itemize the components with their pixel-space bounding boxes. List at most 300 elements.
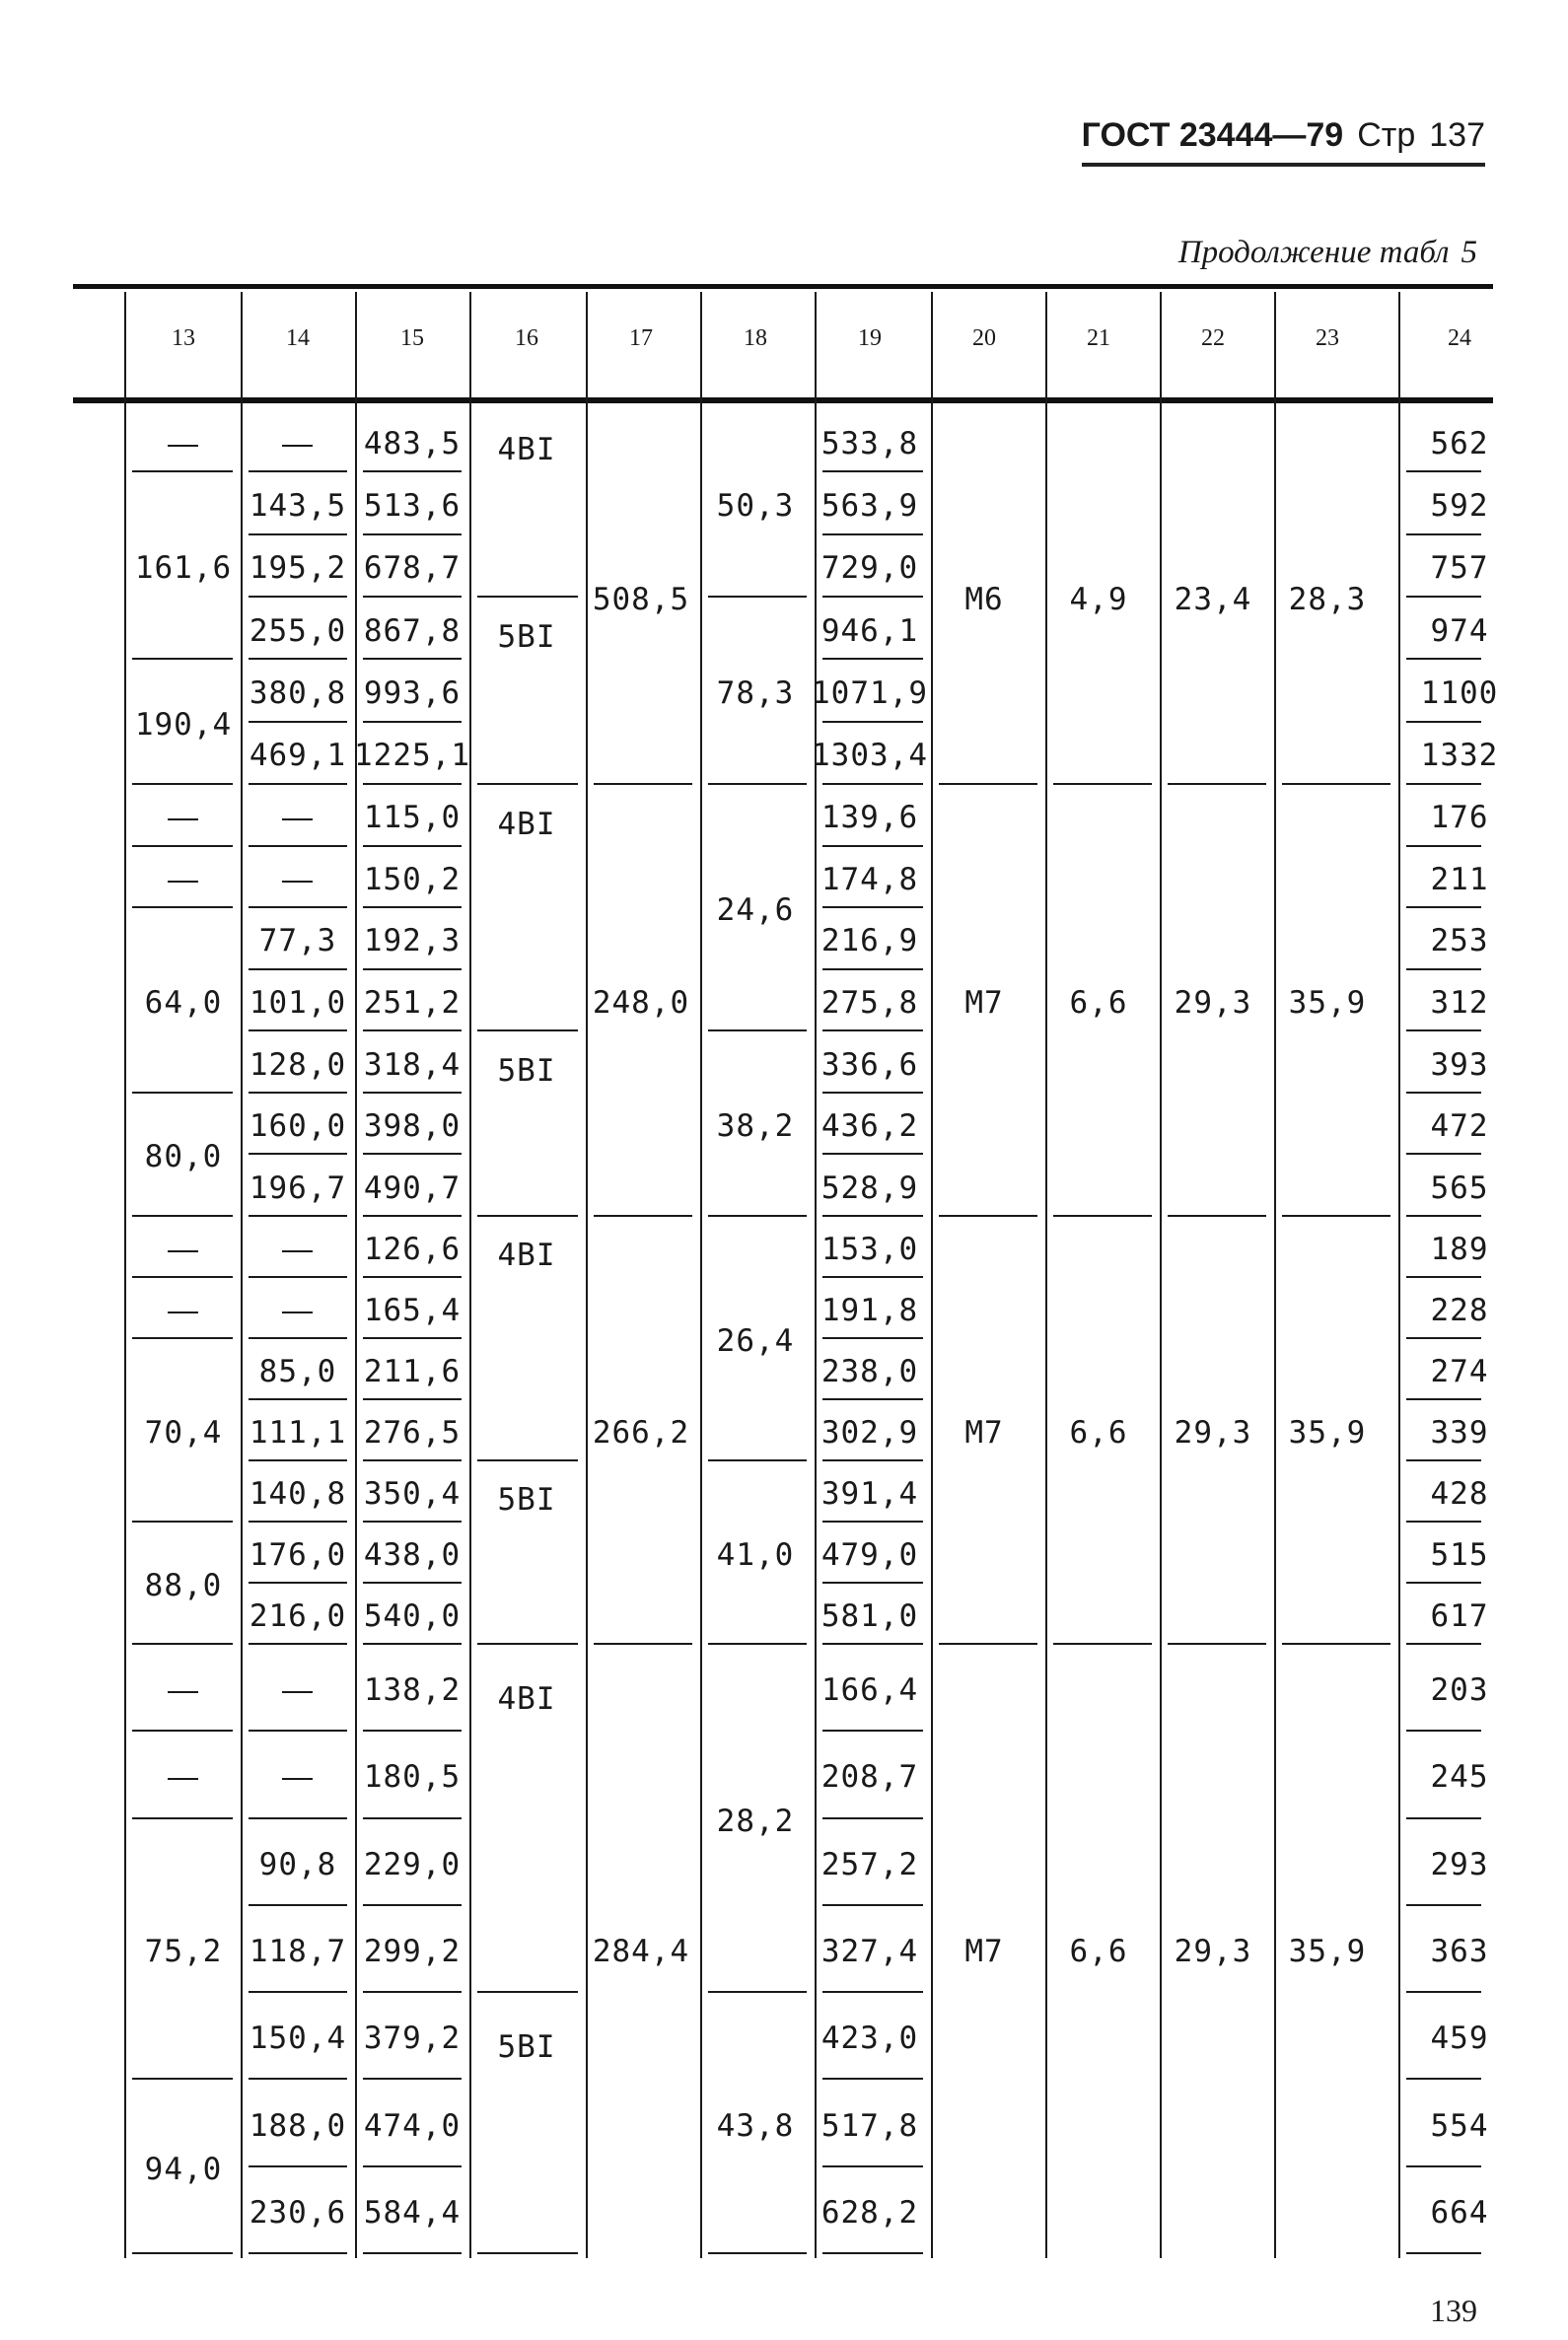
row-underline (249, 1276, 347, 1278)
row-underline (594, 783, 692, 785)
column-header-22: 22 (1201, 325, 1225, 351)
row-underline (132, 2078, 233, 2080)
footer-page-number: 139 (1430, 2293, 1477, 2328)
cell-col20: М7 (964, 1415, 1004, 1451)
row-underline (1406, 1153, 1481, 1155)
row-underline (363, 783, 462, 785)
cell-col14: 176,0 (249, 1537, 347, 1573)
cell-col17: 266,2 (592, 1415, 690, 1451)
row-underline (249, 658, 347, 660)
cell-col15: 1225,1 (354, 738, 470, 774)
row-underline (363, 1521, 462, 1523)
row-underline (477, 2252, 578, 2254)
column-header-19: 19 (858, 325, 882, 351)
cell-col15: 138,2 (363, 1672, 462, 1709)
row-underline (363, 2252, 462, 2254)
cell-col13: — (168, 800, 199, 835)
cell-col14: 216,0 (249, 1598, 347, 1634)
row-underline (1282, 1215, 1390, 1217)
row-underline (477, 1459, 578, 1461)
cell-col24: 274 (1430, 1354, 1489, 1389)
row-underline (249, 2165, 347, 2167)
row-underline (249, 1215, 347, 1217)
column-header-14: 14 (286, 325, 310, 351)
row-underline (1282, 783, 1390, 785)
cell-col19: 1303,4 (812, 738, 928, 774)
row-underline (363, 658, 462, 660)
cell-col14: 111,1 (249, 1415, 347, 1451)
row-underline (822, 1459, 923, 1461)
row-underline (132, 1643, 233, 1645)
cell-col24: 1332 (1420, 738, 1499, 774)
row-underline (1168, 1643, 1266, 1645)
row-underline (1406, 1276, 1481, 1278)
cell-col16: 5ВI (497, 1482, 556, 1519)
cell-col15: 474,0 (363, 2107, 462, 2144)
page-label: Стр (1357, 116, 1416, 154)
cell-col24: 253 (1430, 923, 1489, 959)
row-underline (939, 1643, 1037, 1645)
cell-col24: 293 (1430, 1846, 1489, 1882)
table-number: 5 (1461, 235, 1477, 270)
row-underline (822, 1153, 923, 1155)
cell-col15: 299,2 (363, 1934, 462, 1969)
cell-col19: 139,6 (820, 800, 919, 836)
cell-col24: 211 (1430, 861, 1489, 897)
row-underline (822, 1398, 923, 1400)
row-underline (1053, 1643, 1152, 1645)
cell-col19: 479,0 (820, 1537, 919, 1573)
row-underline (708, 783, 807, 785)
cell-col19: 216,9 (820, 923, 919, 959)
cell-col20: М7 (964, 985, 1004, 1021)
row-underline (1406, 1521, 1481, 1523)
row-underline (1406, 533, 1481, 535)
cell-col19: 336,6 (820, 1046, 919, 1083)
row-underline (1406, 1215, 1481, 1217)
column-header-18: 18 (744, 325, 767, 351)
column-header-21: 21 (1087, 325, 1110, 351)
cell-col19: 238,0 (820, 1354, 919, 1389)
row-underline (1406, 1337, 1481, 1339)
header-page-number: 137 (1429, 116, 1485, 154)
row-underline (132, 1215, 233, 1217)
row-underline (249, 1337, 347, 1339)
row-underline (363, 1398, 462, 1400)
cell-col14: 118,7 (249, 1934, 347, 1969)
standard-code: ГОСТ 23444—79 (1081, 116, 1344, 154)
row-underline (132, 1276, 233, 1278)
cell-col15: 165,4 (363, 1293, 462, 1328)
row-underline (1406, 470, 1481, 472)
cell-col14: — (282, 1232, 314, 1266)
cell-col14: 195,2 (249, 550, 347, 587)
cell-col18: 24,6 (716, 892, 795, 929)
cell-col17: 508,5 (592, 582, 690, 617)
continuation-text: Продолжение табл (1177, 235, 1450, 270)
cell-col24: 245 (1430, 1759, 1489, 1796)
row-underline (594, 1643, 692, 1645)
row-underline (249, 721, 347, 723)
row-underline (822, 1730, 923, 1732)
cell-col24: 592 (1430, 488, 1489, 524)
cell-col24: 664 (1430, 2194, 1489, 2231)
cell-col18: 50,3 (716, 488, 795, 524)
row-underline (822, 1029, 923, 1031)
cell-col19: 533,8 (820, 425, 919, 461)
column-header-13: 13 (172, 325, 195, 351)
row-underline (822, 1643, 923, 1645)
cell-col15: 490,7 (363, 1170, 462, 1206)
cell-col15: 993,6 (363, 675, 462, 711)
cell-col19: 302,9 (820, 1415, 919, 1451)
cell-col14: 143,5 (249, 488, 347, 524)
row-underline (363, 1092, 462, 1094)
cell-col13: — (168, 1759, 199, 1795)
row-underline (249, 533, 347, 535)
cell-col24: 459 (1430, 2021, 1489, 2057)
row-underline (363, 1817, 462, 1819)
cell-col15: 513,6 (363, 488, 462, 524)
row-underline (363, 2165, 462, 2167)
cell-col19: 436,2 (820, 1108, 919, 1145)
cell-col24: 554 (1430, 2107, 1489, 2144)
row-underline (363, 845, 462, 847)
cell-col24: 176 (1430, 800, 1489, 836)
row-underline (249, 1459, 347, 1461)
cell-col21: 6,6 (1069, 985, 1128, 1021)
cell-col14: 140,8 (249, 1476, 347, 1512)
cell-col15: 251,2 (363, 985, 462, 1021)
row-underline (132, 2252, 233, 2254)
row-underline (249, 783, 347, 785)
row-underline (363, 1582, 462, 1584)
cell-col21: 6,6 (1069, 1415, 1128, 1451)
column-header-24: 24 (1448, 325, 1471, 351)
row-underline (363, 1215, 462, 1217)
row-underline (708, 1459, 807, 1461)
cell-col19: 257,2 (820, 1846, 919, 1882)
row-underline (822, 1276, 923, 1278)
cell-col24: 428 (1430, 1476, 1489, 1512)
cell-col14: — (282, 800, 314, 835)
cell-col23: 35,9 (1288, 985, 1367, 1021)
cell-col23: 35,9 (1288, 1934, 1367, 1969)
row-underline (1406, 1817, 1481, 1819)
row-underline (708, 1215, 807, 1217)
cell-col15: 229,0 (363, 1846, 462, 1882)
row-underline (822, 1817, 923, 1819)
cell-col14: 188,0 (249, 2107, 347, 2144)
row-underline (708, 596, 807, 598)
cell-col14: 77,3 (258, 923, 337, 959)
row-underline (249, 1153, 347, 1155)
column-header-17: 17 (629, 325, 653, 351)
row-underline (363, 1643, 462, 1645)
row-underline (822, 1092, 923, 1094)
cell-col24: 565 (1430, 1170, 1489, 1206)
row-underline (1406, 658, 1481, 660)
cell-col13: — (168, 861, 199, 896)
cell-col14: 469,1 (249, 738, 347, 774)
row-underline (708, 1643, 807, 1645)
row-underline (477, 596, 578, 598)
cell-col14: — (282, 861, 314, 896)
cell-col19: 423,0 (820, 2021, 919, 2057)
cell-col13: 88,0 (144, 1568, 223, 1603)
cell-col22: 29,3 (1174, 1934, 1252, 1969)
row-underline (249, 845, 347, 847)
cell-col15: 318,4 (363, 1046, 462, 1083)
row-underline (1406, 1904, 1481, 1906)
cell-col16: 4ВI (497, 432, 556, 467)
cell-col24: 189 (1430, 1232, 1489, 1267)
cell-col14: 160,0 (249, 1108, 347, 1145)
row-underline (822, 2252, 923, 2254)
row-underline (1406, 1092, 1481, 1094)
row-underline (822, 1215, 923, 1217)
row-underline (939, 1215, 1037, 1217)
cell-col15: 276,5 (363, 1415, 462, 1451)
cell-col16: 5ВI (497, 1052, 556, 1089)
cell-col14: 255,0 (249, 612, 347, 649)
cell-col13: 161,6 (134, 550, 233, 587)
table-top-rule (73, 284, 1493, 289)
row-underline (822, 2165, 923, 2167)
cell-col24: 974 (1430, 612, 1489, 649)
cell-col14: 196,7 (249, 1170, 347, 1206)
cell-col15: 867,8 (363, 612, 462, 649)
cell-col19: 153,0 (820, 1232, 919, 1267)
column-header-20: 20 (972, 325, 996, 351)
row-underline (132, 1817, 233, 1819)
row-underline (249, 906, 347, 908)
row-underline (249, 1991, 347, 1993)
row-underline (1053, 1215, 1152, 1217)
row-underline (822, 906, 923, 908)
cell-col24: 228 (1430, 1293, 1489, 1328)
cell-col13: 94,0 (144, 2151, 223, 2187)
page-header (1082, 116, 1485, 167)
cell-col15: 180,5 (363, 1759, 462, 1796)
row-underline (363, 533, 462, 535)
cell-col13: 70,4 (144, 1415, 223, 1451)
cell-col19: 174,8 (820, 861, 919, 897)
cell-col24: 363 (1430, 1934, 1489, 1969)
cell-col22: 29,3 (1174, 1415, 1252, 1451)
row-underline (708, 2252, 807, 2254)
cell-col14: 85,0 (258, 1354, 337, 1389)
row-underline (1168, 783, 1266, 785)
row-underline (132, 1337, 233, 1339)
row-underline (1406, 968, 1481, 970)
cell-col14: 90,8 (258, 1846, 337, 1882)
cell-col21: 4,9 (1069, 582, 1128, 617)
row-underline (1282, 1643, 1390, 1645)
cell-col17: 284,4 (592, 1934, 690, 1969)
row-underline (132, 1521, 233, 1523)
cell-col14: — (282, 425, 314, 461)
row-underline (249, 1092, 347, 1094)
row-underline (363, 1153, 462, 1155)
cell-col14: 150,4 (249, 2021, 347, 2057)
cell-col13: — (168, 1232, 199, 1266)
row-underline (1406, 1991, 1481, 1993)
cell-col15: 150,2 (363, 861, 462, 897)
cell-col15: 211,6 (363, 1354, 462, 1389)
row-underline (1406, 1643, 1481, 1645)
row-underline (822, 1582, 923, 1584)
row-underline (477, 1643, 578, 1645)
row-underline (363, 1029, 462, 1031)
cell-col13: 190,4 (134, 706, 233, 743)
row-underline (363, 1459, 462, 1461)
cell-col23: 28,3 (1288, 582, 1367, 617)
cell-col13: 75,2 (144, 1934, 223, 1969)
row-underline (1406, 1459, 1481, 1461)
row-underline (1053, 783, 1152, 785)
row-underline (1406, 1029, 1481, 1031)
row-underline (822, 783, 923, 785)
cell-col22: 29,3 (1174, 985, 1252, 1021)
row-underline (363, 1991, 462, 1993)
row-underline (132, 845, 233, 847)
row-underline (249, 1643, 347, 1645)
cell-col16: 4ВI (497, 1238, 556, 1274)
cell-col19: 563,9 (820, 488, 919, 524)
cell-col18: 43,8 (716, 2107, 795, 2144)
row-underline (132, 470, 233, 472)
row-underline (249, 2252, 347, 2254)
row-underline (363, 1337, 462, 1339)
cell-col17: 248,0 (592, 985, 690, 1021)
cell-col24: 1100 (1420, 675, 1499, 711)
cell-col24: 617 (1430, 1598, 1489, 1634)
cell-col18: 28,2 (716, 1803, 795, 1839)
cell-col24: 312 (1430, 985, 1489, 1021)
row-underline (477, 1991, 578, 1993)
cell-col19: 1071,9 (812, 675, 928, 711)
row-underline (132, 1730, 233, 1732)
cell-col15: 115,0 (363, 800, 462, 836)
row-underline (363, 721, 462, 723)
cell-col24: 515 (1430, 1537, 1489, 1573)
row-underline (822, 1521, 923, 1523)
cell-col14: — (282, 1293, 314, 1327)
cell-col23: 35,9 (1288, 1415, 1367, 1451)
column-header-23: 23 (1316, 325, 1339, 351)
row-underline (822, 1337, 923, 1339)
cell-col15: 379,2 (363, 2021, 462, 2057)
row-underline (132, 906, 233, 908)
cell-col13: — (168, 425, 199, 461)
row-underline (822, 968, 923, 970)
row-underline (249, 1029, 347, 1031)
cell-col20: М7 (964, 1934, 1004, 1969)
cell-col19: 327,4 (820, 1934, 919, 1969)
cell-col14: — (282, 1672, 314, 1708)
row-underline (1406, 596, 1481, 598)
cell-col15: 398,0 (363, 1108, 462, 1145)
cell-col13: — (168, 1672, 199, 1708)
cell-col19: 946,1 (820, 612, 919, 649)
cell-col21: 6,6 (1069, 1934, 1128, 1969)
cell-col15: 350,4 (363, 1476, 462, 1512)
cell-col18: 38,2 (716, 1108, 795, 1145)
row-underline (132, 783, 233, 785)
row-underline (477, 1215, 578, 1217)
cell-col24: 757 (1430, 550, 1489, 587)
row-underline (1406, 721, 1481, 723)
row-underline (1406, 845, 1481, 847)
cell-col14: 128,0 (249, 1046, 347, 1083)
row-underline (249, 968, 347, 970)
cell-col14: 230,6 (249, 2194, 347, 2231)
row-underline (939, 783, 1037, 785)
row-underline (249, 1398, 347, 1400)
row-underline (363, 470, 462, 472)
cell-col19: 729,0 (820, 550, 919, 587)
row-underline (708, 1029, 807, 1031)
row-underline (249, 1730, 347, 1732)
cell-col19: 581,0 (820, 1598, 919, 1634)
cell-col15: 192,3 (363, 923, 462, 959)
row-underline (363, 968, 462, 970)
cell-col19: 275,8 (820, 985, 919, 1021)
cell-col24: 393 (1430, 1046, 1489, 1083)
cell-col24: 472 (1430, 1108, 1489, 1145)
row-underline (249, 2078, 347, 2080)
cell-col15: 438,0 (363, 1537, 462, 1573)
row-underline (249, 1817, 347, 1819)
row-underline (1406, 1582, 1481, 1584)
row-underline (822, 1904, 923, 1906)
row-underline (249, 470, 347, 472)
cell-col18: 78,3 (716, 675, 795, 711)
row-underline (822, 845, 923, 847)
row-underline (363, 1904, 462, 1906)
row-underline (822, 721, 923, 723)
row-underline (249, 1521, 347, 1523)
cell-col15: 126,6 (363, 1232, 462, 1267)
row-underline (594, 1215, 692, 1217)
row-underline (708, 1991, 807, 1993)
row-underline (822, 470, 923, 472)
column-divider (700, 292, 702, 2258)
cell-col16: 4ВI (497, 806, 556, 842)
cell-col19: 191,8 (820, 1293, 919, 1328)
cell-col19: 391,4 (820, 1476, 919, 1512)
cell-col16: 5ВI (497, 619, 556, 655)
row-underline (1406, 2252, 1481, 2254)
row-underline (363, 596, 462, 598)
cell-col13: 64,0 (144, 985, 223, 1021)
row-underline (822, 1991, 923, 1993)
row-underline (363, 1276, 462, 1278)
row-underline (132, 658, 233, 660)
row-underline (1406, 906, 1481, 908)
cell-col19: 517,8 (820, 2107, 919, 2144)
row-underline (363, 2078, 462, 2080)
row-underline (477, 783, 578, 785)
cell-col15: 678,7 (363, 550, 462, 587)
cell-col14: — (282, 1759, 314, 1795)
table-continuation-caption (1178, 235, 1477, 271)
row-underline (822, 658, 923, 660)
row-underline (249, 1904, 347, 1906)
column-header-15: 15 (400, 325, 424, 351)
cell-col15: 584,4 (363, 2194, 462, 2231)
